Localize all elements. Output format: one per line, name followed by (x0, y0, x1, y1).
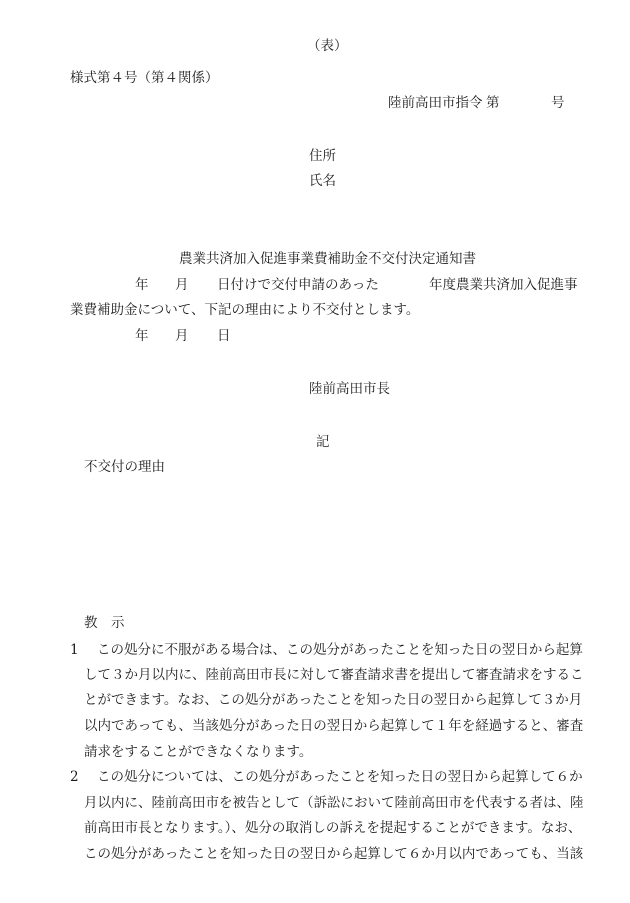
instruction-1-line-5: 請求をすることができなくなります。 (84, 744, 313, 760)
directive-gou: 号 (551, 95, 565, 111)
reason-content-area (84, 480, 584, 600)
body-line-2: 業費補助金について、下記の理由により不交付とします。 (70, 302, 420, 318)
directive-issuer: 陸前高田市指令 (388, 95, 483, 111)
body-day-phrase: 日付けで交付申請のあった (217, 277, 379, 293)
mayor-signature-line: 陸前高田市長 (309, 381, 390, 397)
body-month: 月 (175, 277, 189, 293)
instruction-2-line-3: 前高田市長となります。）、処分の取消しの訴えを提起することができます。なお、 (84, 820, 582, 836)
ki-marker: 記 (316, 434, 330, 450)
instruction-2-line-4: この処分があったことを知った日の翌日から起算して６か月以内であっても、当該 (84, 846, 584, 862)
instruction-2-line-2: 月以内に、陸前高田市を被告として（訴訟において陸前高田市を代表する者は、陸 (84, 795, 584, 811)
document-title: 農業共済加入促進事業費補助金不交付決定通知書 (179, 251, 476, 267)
instruction-1-number: 1 (70, 642, 79, 658)
instruction-2-line-1: この処分については、この処分があったことを知った日の翌日から起算して６か (97, 769, 583, 785)
name-label: 氏名 (309, 173, 336, 189)
reason-label: 不交付の理由 (84, 459, 165, 475)
body-year: 年 (135, 277, 149, 293)
instruction-2-number: 2 (70, 769, 79, 785)
date-day: 日 (217, 328, 231, 344)
side-label: （表） (307, 38, 348, 54)
address-label: 住所 (309, 148, 336, 164)
directive-dai: 第 (486, 95, 500, 111)
form-number: 様式第４号（第４関係） (70, 70, 219, 86)
instruction-heading: 教 示 (84, 615, 125, 631)
instruction-1-line-2: して３か月以内に、陸前高田市長に対して審査請求書を提出して審査請求をするこ (84, 667, 584, 683)
instruction-1-line-1: この処分に不服がある場合は、この処分があったことを知った日の翌日から起算 (97, 642, 583, 658)
body-fiscal-phrase: 年度農業共済加入促進事 (429, 277, 578, 293)
date-month: 月 (175, 328, 189, 344)
instruction-1-line-3: とができます。なお、この処分があったことを知った日の翌日から起算して３か月 (84, 692, 583, 708)
date-year: 年 (135, 328, 149, 344)
instruction-1-line-4: 以内であっても、当該処分があった日の翌日から起算して１年を経過すると、審査 (84, 718, 584, 734)
